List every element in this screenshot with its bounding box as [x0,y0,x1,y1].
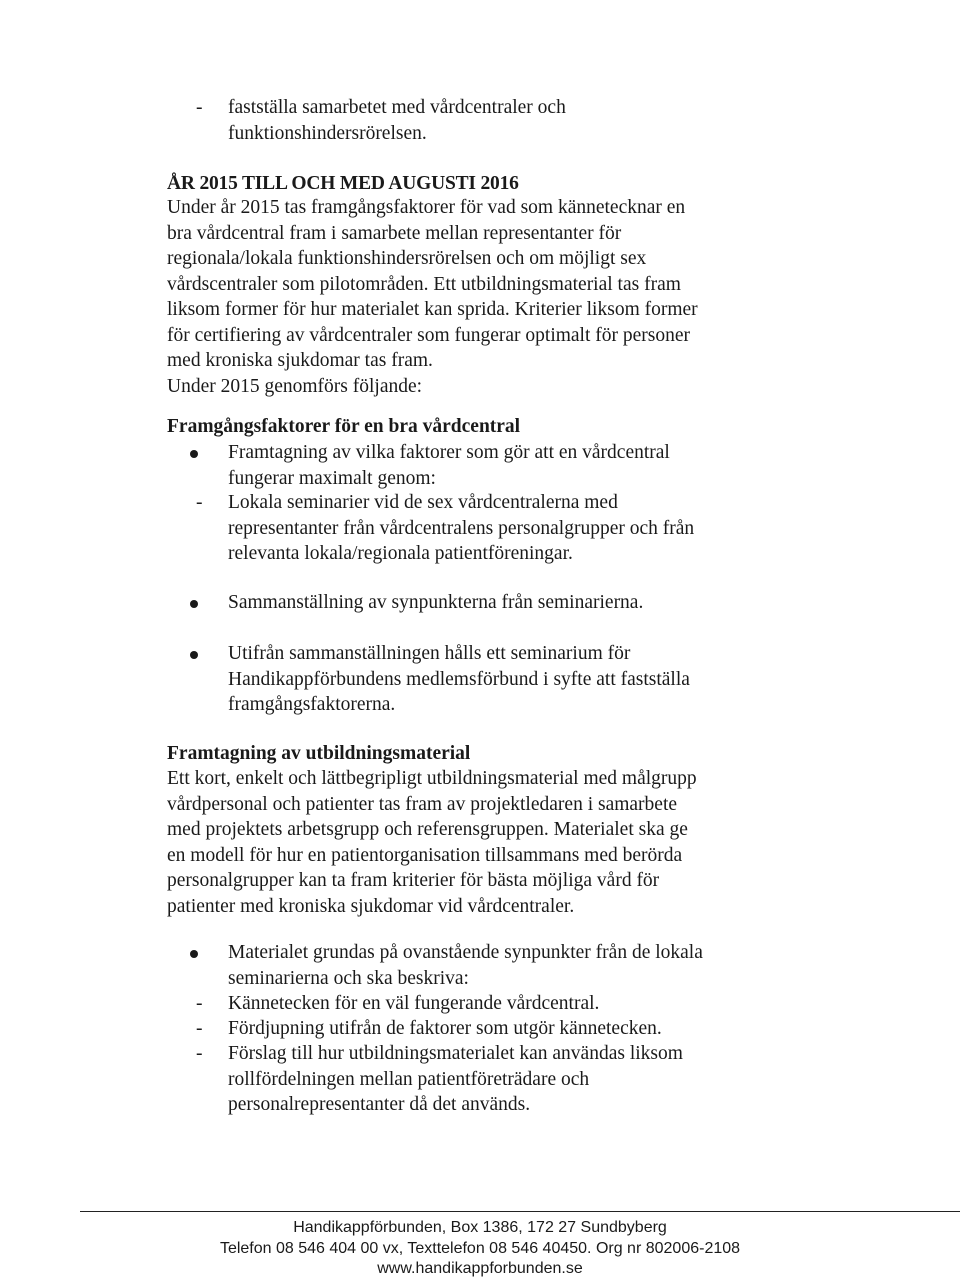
text-line: funktionshindersrörelsen. [228,122,427,144]
intro-dash-item [228,95,818,146]
footer-divider [80,1211,960,1212]
text-line: Kännetecken för en väl fungerande vårdcentral. [228,993,600,1014]
bullet-item [228,940,818,991]
text-line: regionala/lokala funktionshindersrörelsen och om möjligt sex [167,248,647,269]
text-line: Utifrån sammanställningen hålls ett seminarium för [228,643,631,664]
text-line: Sammanställning av synpunkterna från seminarierna. [228,592,644,613]
text-line: framgångsfaktorerna. [228,694,396,715]
section-2015-paragraph [167,195,807,399]
bullet-icon [190,950,198,958]
training-material-paragraph [167,766,807,919]
bullet-icon [190,651,198,659]
text-line: med kroniska sjukdomar tas fram. [167,350,433,371]
text-line: bra vårdcentral fram i samarbete mellan representanter för [167,222,622,244]
text-line: relevanta lokala/regionala patientföreningar. [228,543,573,564]
text-line: en modell för hur en patientorganisation tillsammans med berörda [167,844,683,866]
text-line: liksom former för hur materialet kan sprida. Kriterier liksom former [167,299,698,320]
text-line: vårdscentraler som pilotområden. Ett utbildningsmaterial tas fram [167,273,681,295]
text-line: personalgrupper kan ta fram kriterier för bästa möjliga vård för [167,870,660,891]
dash-marker: - [196,993,203,1014]
text-line: Handikappförbundens medlemsförbund i syfte att fastställa [228,668,690,690]
dash-marker: - [196,1043,203,1064]
text-line: vårdpersonal och patienter tas fram av projektledaren i samarbete [167,793,678,815]
footer-phone: Telefon 08 546 404 00 vx, Texttelefon 08 546 40450. Org nr 802006-2108 [219,1239,741,1257]
dash-item [228,1041,818,1118]
text-line: fastställa samarbetet med vårdcentraler och [228,97,566,118]
text-line: Under år 2015 tas framgångsfaktorer för vad som kännetecknar en [167,197,686,218]
training-material-heading: Framtagning av utbildningsmaterial [167,743,471,764]
text-line: patienter med kroniska sjukdomar vid vårdcentraler. [167,895,575,917]
dash-marker: - [196,1018,203,1039]
text-line: Framtagning av vilka faktorer som gör att en vårdcentral [228,442,670,463]
dash-item [228,1016,818,1042]
page-footer [0,1218,960,1280]
text-line: rollfördelningen mellan patientföreträdare och [228,1068,590,1090]
text-line: seminarierna och ska beskriva: [228,967,469,989]
dash-item [228,991,818,1017]
text-line: Lokala seminarier vid de sex vårdcentralerna med [228,492,618,513]
bullet-item [228,641,818,718]
text-line: Under 2015 genomförs följande: [167,375,423,397]
success-factors-heading: Framgångsfaktorer för en bra vårdcentral [167,416,521,437]
bullet-icon [190,600,198,608]
text-line: personalrepresentanter då det används. [228,1094,531,1115]
dash-marker: - [196,97,203,118]
bullet-item [228,590,818,616]
text-line: representanter från vårdcentralens personalgrupper och från [228,517,695,539]
text-line: fungerar maximalt genom: [228,467,436,489]
section-heading-2015: ÅR 2015 TILL OCH MED AUGUSTI 2016 [167,173,519,194]
text-line: Förslag till hur utbildningsmaterialet kan användas liksom [228,1043,683,1064]
text-line: Materialet grundas på ovanstående synpunkter från de lokala [228,942,703,963]
bullet-item [228,440,818,491]
text-line: för certifiering av vårdcentraler som fungerar optimalt för personer [167,324,691,346]
footer-address: Handikappförbunden, Box 1386, 172 27 Sundbyberg [293,1219,667,1236]
footer-website: www.handikappforbunden.se [377,1260,583,1277]
text-line: Fördjupning utifrån de faktorer som utgör kännetecken. [228,1018,662,1039]
text-line: Ett kort, enkelt och lättbegripligt utbildningsmaterial med målgrupp [167,768,697,789]
bullet-icon [190,450,198,458]
text-line: med projektets arbetsgrupp och referensgruppen. Materialet ska ge [167,819,688,840]
dash-marker: - [196,492,203,513]
dash-item [228,490,818,567]
